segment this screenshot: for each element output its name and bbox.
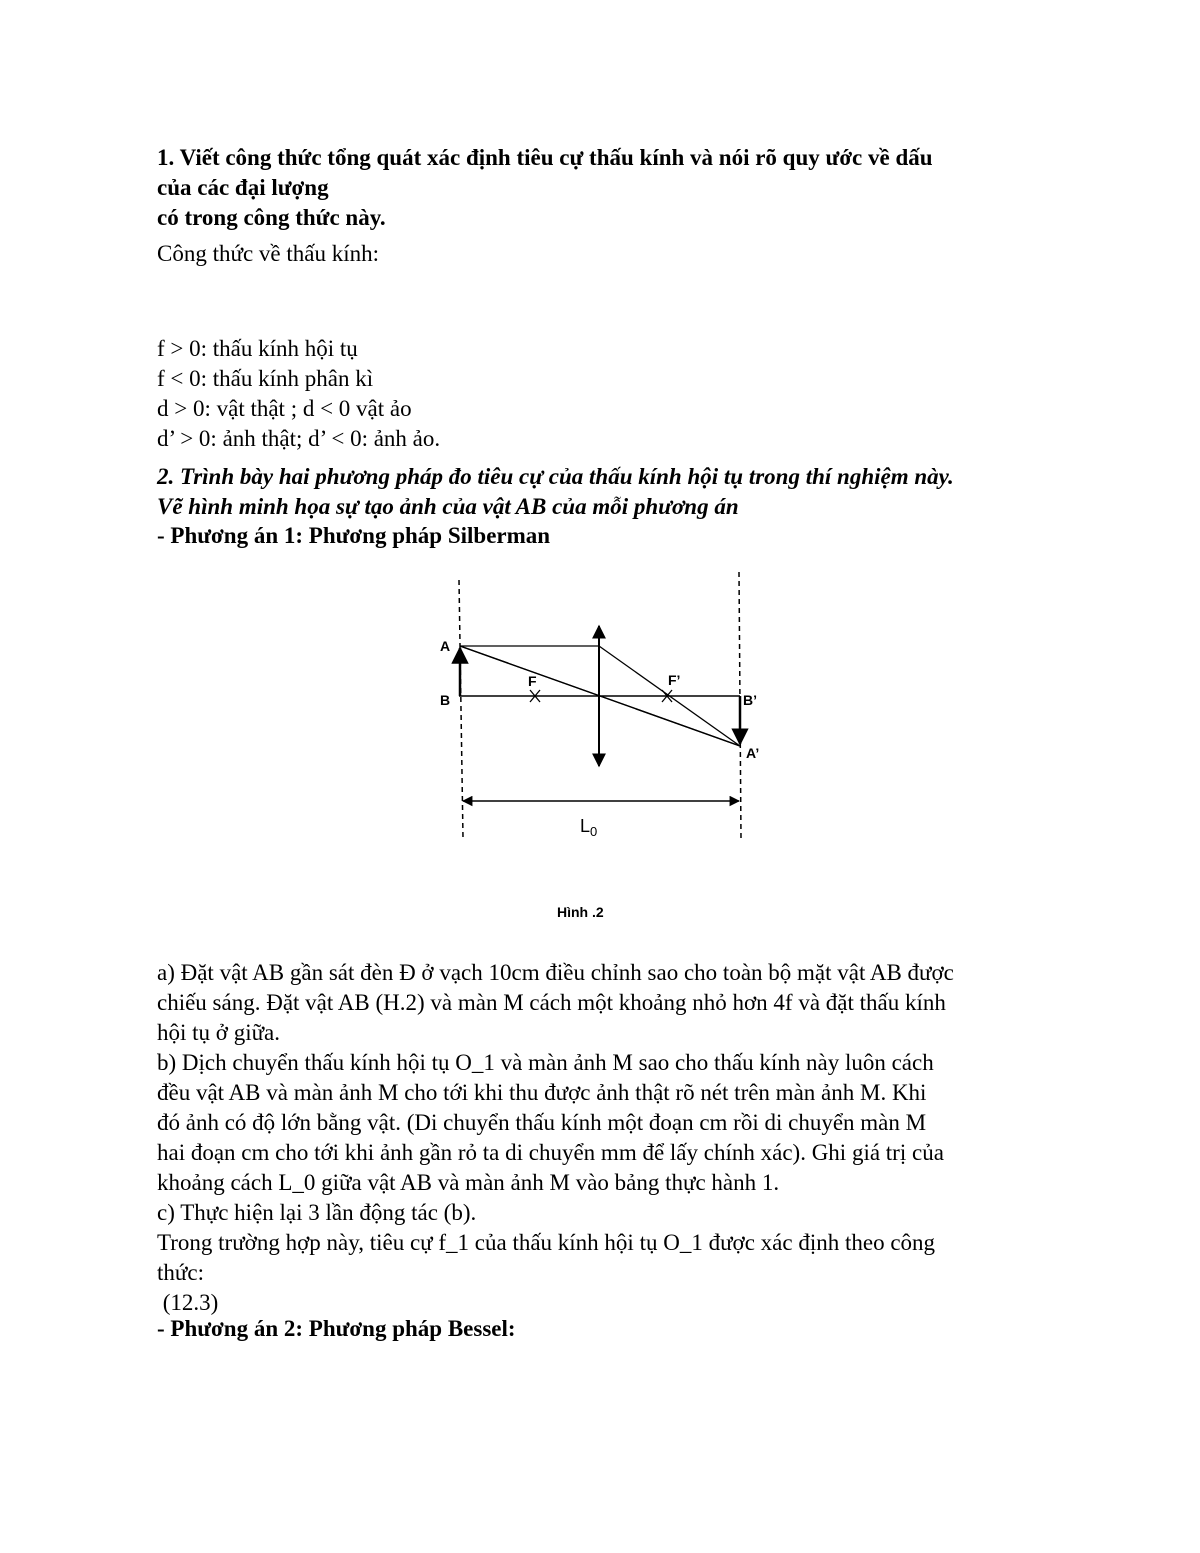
- step-line: b) Dịch chuyển thấu kính hội tụ O_1 và màn ảnh M sao cho thấu kính này luôn cách: [157, 1050, 934, 1075]
- step-line: đều vật AB và màn ảnh M cho tới khi thu được ảnh thật rõ nét trên màn ảnh M. Khi: [157, 1080, 927, 1105]
- procedure-steps: [157, 958, 1047, 1318]
- step-line: c) Thực hiện lại 3 lần động tác (b).: [157, 1200, 477, 1225]
- question-1-heading: [157, 143, 1047, 233]
- silberman-ray-diagram: [430, 568, 770, 928]
- method-1-title: - Phương án 1: Phương pháp Silberman: [157, 523, 551, 548]
- question-1-line-3: có trong công thức này.: [157, 205, 386, 230]
- label-l0-subscript: 0: [590, 824, 598, 839]
- label-b-prime: B’: [743, 692, 757, 708]
- label-f: F: [528, 673, 537, 689]
- label-l0: [580, 816, 597, 839]
- sign-conventions: [157, 334, 1047, 454]
- formula-number: (12.3): [157, 1290, 219, 1315]
- label-a-prime: A’: [746, 745, 760, 761]
- label-a: A: [440, 638, 451, 654]
- method-2-title: - Phương án 2: Phương pháp Bessel:: [157, 1316, 516, 1341]
- step-line: hội tụ ở giữa.: [157, 1020, 281, 1045]
- step-line: chiếu sáng. Đặt vật AB (H.2) và màn M cách một khoảng nhỏ hơn 4f và đặt thấu kính: [157, 990, 946, 1015]
- question-2-line-1: 2. Trình bày hai phương pháp đo tiêu cự của thấu kính hội tụ trong thí nghiệm này.: [157, 464, 954, 489]
- step-line: đó ảnh có độ lớn bằng vật. (Di chuyển thấu kính một đoạn cm rồi di chuyển màn M: [157, 1110, 927, 1135]
- question-2-heading: [157, 462, 1047, 522]
- figure-caption: Hình .2: [557, 904, 604, 920]
- label-f-prime: F’: [668, 672, 681, 688]
- label-l0-main: L: [580, 816, 591, 836]
- step-line: a) Đặt vật AB gần sát đèn Đ ở vạch 10cm điều chỉnh sao cho toàn bộ mặt vật AB được: [157, 960, 954, 985]
- step-line: thức:: [157, 1260, 204, 1285]
- convention-item: d’ > 0: ảnh thật; d’ < 0: ảnh ảo.: [157, 426, 441, 451]
- object-plane-dashed-line: [459, 580, 463, 838]
- convention-item: f > 0: thấu kính hội tụ: [157, 336, 358, 361]
- step-line: hai đoạn cm cho tới khi ảnh gần rỏ ta di chuyển mm để lấy chính xác). Ghi giá trị của: [157, 1140, 944, 1165]
- question-1-line-1: 1. Viết công thức tổng quát xác định tiêu cự thấu kính và nói rõ quy ước về dấu: [157, 145, 933, 170]
- formula-intro: Công thức về thấu kính:: [157, 241, 379, 266]
- step-line: Trong trường hợp này, tiêu cự f_1 của thấu kính hội tụ O_1 được xác định theo công: [157, 1230, 936, 1255]
- question-1-line-2: của các đại lượng: [157, 175, 329, 200]
- convention-item: f < 0: thấu kính phân kì: [157, 366, 374, 391]
- label-b: B: [440, 692, 451, 708]
- question-2-line-2: Vẽ hình minh họa sự tạo ảnh của vật AB của mỗi phương án: [157, 494, 739, 519]
- convention-item: d > 0: vật thật ; d < 0 vật ảo: [157, 396, 412, 421]
- step-line: khoảng cách L_0 giữa vật AB và màn ảnh M vào bảng thực hành 1.: [157, 1170, 780, 1195]
